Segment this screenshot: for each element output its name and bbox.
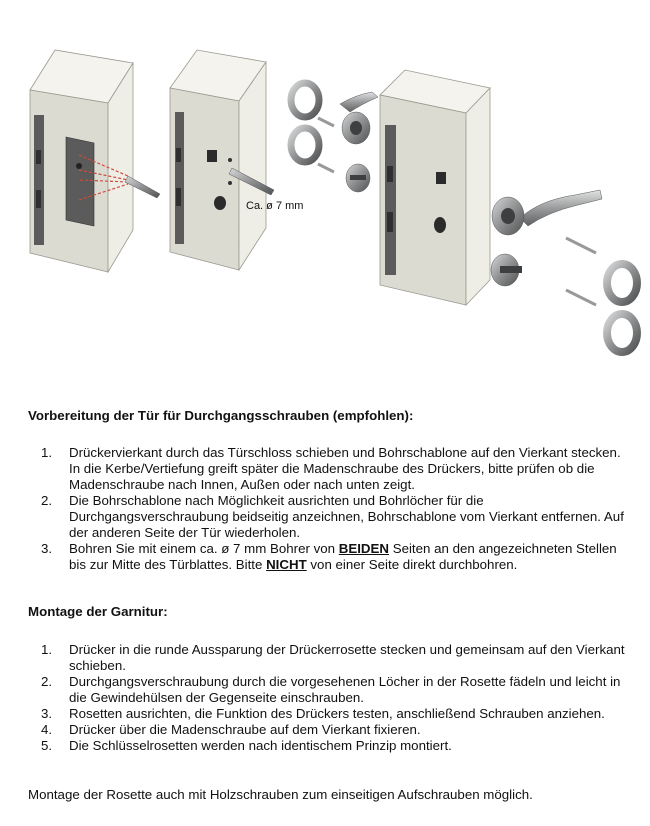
step-number: 1. — [41, 642, 53, 657]
step-text: von einer Seite direkt durchbohren. — [306, 557, 518, 572]
instruction-document — [28, 408, 628, 816]
list-item — [28, 722, 628, 738]
list-item — [28, 706, 628, 722]
step-text: Drücker in die runde Aussparung der Drückerrosette stecken und gemeinsam auf den Vierkant schieben. — [69, 642, 625, 673]
door-mounting-step — [380, 70, 490, 305]
step-number: 1. — [41, 445, 53, 460]
list-item — [28, 738, 628, 754]
step-number: 5. — [41, 738, 53, 753]
list-item — [28, 674, 628, 706]
step-number: 2. — [41, 674, 53, 689]
step-text: Durchgangsverschraubung durch die vorgesehenen Löcher in der Rosette fädeln und leicht in die Gewindehülsen der Gegenseite einschrauben. — [69, 674, 621, 705]
list-item — [28, 445, 628, 493]
drill-diameter-label: Ca. ø 7 mm — [246, 200, 304, 212]
step-text: Drückervierkant durch das Türschloss schieben und Bohrschablone auf den Vierkant stecken. In die Kerbe/Vertiefung greift später die Madenschraube des Drückers, bitte prüfen ob die Madenschraube nach Innen, Außen oder nach unten zeigt. — [69, 445, 621, 492]
section-heading-mounting: Montage der Garnitur: — [28, 604, 168, 619]
step-number: 4. — [41, 722, 53, 737]
step-text: Die Schlüsselrosetten werden nach identischem Prinzip montiert. — [69, 738, 452, 753]
rosette-set-left — [291, 83, 378, 192]
step-number: 2. — [41, 493, 53, 508]
assembly-illustration — [0, 0, 650, 380]
list-item — [28, 541, 628, 573]
section-heading-preparation: Vorbereitung der Tür für Durchgangsschrauben (empfohlen): — [28, 408, 414, 423]
emphasis-not: NICHT — [266, 557, 307, 572]
step-text: Die Bohrschablone nach Möglichkeit ausrichten und Bohrlöcher für die Durchgangsverschraubung beidseitig anzeichnen, Bohrschablone vom Vierkant entfernen. Auf der anderen Seite der Tür wiederholen. — [69, 493, 624, 540]
step-text: Bohren Sie mit einem ca. ø 7 mm Bohrer von — [69, 541, 339, 556]
emphasis-both: BEIDEN — [338, 541, 389, 556]
door-template-step — [30, 50, 160, 272]
rosette-set-right — [491, 190, 637, 352]
preparation-steps — [28, 445, 628, 573]
step-number: 3. — [41, 541, 53, 556]
step-text: Rosetten ausrichten, die Funktion des Drückers testen, anschließend Schrauben anziehen. — [69, 706, 605, 721]
step-text: Seiten an den angezeichneten Stellen bis zur Mitte des Türblattes. Bitte — [69, 541, 617, 572]
door-drilling-step — [170, 50, 303, 270]
list-item — [28, 493, 628, 541]
mounting-steps — [28, 642, 628, 754]
list-item — [28, 642, 628, 674]
step-number: 3. — [41, 706, 53, 721]
footer-note: Montage der Rosette auch mit Holzschrauben zum einseitigen Aufschrauben möglich. — [28, 787, 533, 802]
step-text: Drücker über die Madenschraube auf dem Vierkant fixieren. — [69, 722, 421, 737]
